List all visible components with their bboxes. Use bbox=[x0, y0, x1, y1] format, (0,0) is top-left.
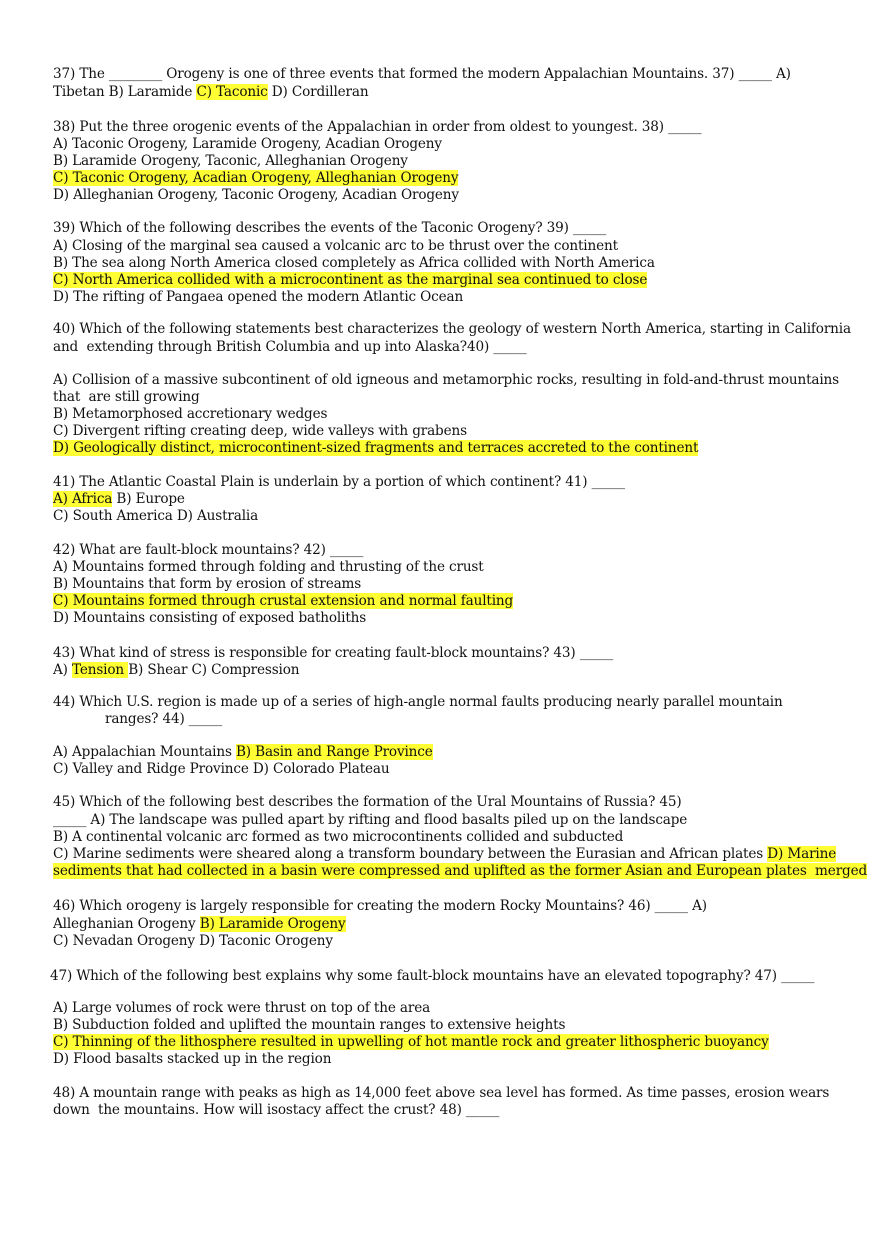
question-line bbox=[53, 170, 458, 187]
text-segment: B) Shear C) Compression bbox=[128, 662, 300, 678]
text-segment: A) Taconic Orogeny, Laramide Orogeny, Acadian Orogeny bbox=[53, 136, 442, 152]
text-segment: 37) The ________ Orogeny is one of three events that formed the modern Appalachian Mountains. 37) _____ A) bbox=[53, 66, 791, 82]
question-line bbox=[53, 491, 185, 508]
text-segment: Tibetan B) Laramide bbox=[53, 84, 197, 100]
question-line bbox=[53, 846, 836, 863]
highlighted-answer: B) Basin and Range Province bbox=[235, 744, 433, 760]
text-segment: A) bbox=[53, 662, 72, 678]
highlighted-answer: C) North America collided with a microcontinent as the marginal sea continued to close bbox=[53, 272, 648, 288]
question-line bbox=[53, 1051, 331, 1068]
text-segment: 43) What kind of stress is responsible for creating fault-block mountains? 43) _____ bbox=[53, 645, 613, 661]
question-line bbox=[53, 829, 623, 846]
text-segment: C) Valley and Ridge Province D) Colorado Plateau bbox=[53, 761, 390, 777]
text-segment: down the mountains. How will isostacy affect the crust? 48) _____ bbox=[53, 1102, 500, 1118]
highlighted-answer: B) Laramide Orogeny bbox=[199, 916, 346, 932]
question-line bbox=[53, 1000, 430, 1017]
question-line bbox=[53, 898, 707, 915]
text-segment: C) Nevadan Orogeny D) Taconic Orogeny bbox=[53, 933, 333, 949]
question-line bbox=[50, 968, 814, 985]
highlighted-answer: C) Taconic Orogeny, Acadian Orogeny, Alleghanian Orogeny bbox=[53, 170, 459, 186]
question-line bbox=[53, 744, 433, 761]
text-segment: 41) The Atlantic Coastal Plain is underlain by a portion of which continent? 41) _____ bbox=[53, 474, 625, 490]
text-segment: B) A continental volcanic arc formed as two microcontinents collided and subducted bbox=[53, 829, 624, 845]
question-line bbox=[53, 662, 299, 679]
question-line bbox=[53, 423, 467, 440]
text-segment: and extending through British Columbia and up into Alaska?40) _____ bbox=[53, 339, 527, 355]
text-segment: A) Collision of a massive subcontinent of old igneous and metamorphic rocks, resulting in fold-and-thrust mountains bbox=[53, 372, 839, 388]
text-segment: D) Alleghanian Orogeny, Taconic Orogeny, Acadian Orogeny bbox=[53, 187, 459, 203]
question-line bbox=[53, 1085, 829, 1102]
question-line bbox=[53, 645, 613, 662]
question-line bbox=[53, 66, 791, 83]
question-line bbox=[53, 440, 698, 457]
text-segment: 45) Which of the following best describes the formation of the Ural Mountains of Russia? 45) bbox=[53, 794, 682, 810]
text-segment: A) Appalachian Mountains bbox=[53, 744, 236, 760]
text-segment: A) Mountains formed through folding and thrusting of the crust bbox=[53, 559, 484, 575]
text-segment: 39) Which of the following describes the events of the Taconic Orogeny? 39) _____ bbox=[53, 220, 607, 236]
question-line bbox=[53, 863, 867, 880]
text-segment: B) Mountains that form by erosion of streams bbox=[53, 576, 362, 592]
text-segment: 40) Which of the following statements best characterizes the geology of western North America, starting in California bbox=[53, 321, 851, 337]
question-line bbox=[53, 238, 618, 255]
question-line bbox=[53, 255, 655, 272]
question-line bbox=[53, 372, 839, 389]
question-line bbox=[53, 542, 363, 559]
question-line bbox=[53, 136, 442, 153]
highlighted-answer: D) Marine bbox=[767, 846, 837, 862]
question-line bbox=[53, 220, 606, 237]
text-segment: D) Flood basalts stacked up in the region bbox=[53, 1051, 332, 1067]
question-line bbox=[53, 153, 408, 170]
question-line bbox=[53, 389, 200, 406]
text-segment: 38) Put the three orogenic events of the Appalachian in order from oldest to youngest. 38) _____ bbox=[53, 119, 702, 135]
highlighted-answer: C) Thinning of the lithosphere resulted in upwelling of hot mantle rock and greater lithospheric buoyancy bbox=[53, 1034, 769, 1050]
text-segment: 48) A mountain range with peaks as high as 14,000 feet above sea level has formed. As time passes, erosion wears bbox=[53, 1085, 830, 1101]
highlighted-answer: D) Geologically distinct, microcontinent-sized fragments and terraces accreted to the continent bbox=[53, 440, 699, 456]
text-segment: B) Laramide Orogeny, Taconic, Alleghanian Orogeny bbox=[53, 153, 408, 169]
text-segment: C) South America D) Australia bbox=[53, 508, 259, 524]
question-line bbox=[53, 933, 333, 950]
question-line bbox=[53, 1034, 769, 1051]
text-segment: D) Cordilleran bbox=[267, 84, 369, 100]
question-line bbox=[53, 593, 513, 610]
text-segment: C) Marine sediments were sheared along a transform boundary between the Eurasian and African plates bbox=[53, 846, 768, 862]
text-segment: A) Large volumes of rock were thrust on top of the area bbox=[53, 1000, 431, 1016]
question-line bbox=[53, 339, 527, 356]
text-segment: D) Mountains consisting of exposed batholiths bbox=[53, 610, 367, 626]
text-segment: D) The rifting of Pangaea opened the modern Atlantic Ocean bbox=[53, 289, 464, 305]
highlighted-answer: A) Africa bbox=[53, 491, 113, 507]
text-segment: B) Metamorphosed accretionary wedges bbox=[53, 406, 328, 422]
question-line bbox=[105, 711, 222, 728]
question-line bbox=[53, 916, 346, 933]
highlighted-answer: sediments that had collected in a basin were compressed and uplifted as the former Asian and European plates merged bbox=[53, 863, 868, 879]
text-segment: that are still growing bbox=[53, 389, 200, 405]
text-segment: B) The sea along North America closed completely as Africa collided with North America bbox=[53, 255, 655, 271]
question-line bbox=[53, 474, 625, 491]
question-line bbox=[53, 289, 463, 306]
text-segment: B) Europe bbox=[112, 491, 185, 507]
text-segment: 42) What are fault-block mountains? 42) _____ bbox=[53, 542, 364, 558]
question-line bbox=[53, 794, 682, 811]
text-segment: C) Divergent rifting creating deep, wide valleys with grabens bbox=[53, 423, 467, 439]
text-segment: 46) Which orogeny is largely responsible for creating the modern Rocky Mountains? 46) _____ A) bbox=[53, 898, 707, 914]
text-segment: _____ A) The landscape was pulled apart by rifting and flood basalts piled up on the landscape bbox=[53, 812, 688, 828]
question-line bbox=[53, 84, 368, 101]
question-line bbox=[53, 576, 361, 593]
highlighted-answer: C) Taconic bbox=[196, 84, 268, 100]
question-line bbox=[53, 694, 783, 711]
question-line bbox=[53, 119, 701, 136]
text-segment: Alleghanian Orogeny bbox=[53, 916, 200, 932]
text-segment: B) Subduction folded and uplifted the mountain ranges to extensive heights bbox=[53, 1017, 566, 1033]
question-line bbox=[53, 321, 851, 338]
highlighted-answer: Tension bbox=[72, 662, 129, 678]
question-line bbox=[53, 812, 687, 829]
text-segment: A) Closing of the marginal sea caused a volcanic arc to be thrust over the continent bbox=[53, 238, 618, 254]
question-line bbox=[53, 559, 484, 576]
question-line bbox=[53, 406, 327, 423]
question-line bbox=[53, 1102, 499, 1119]
highlighted-answer: C) Mountains formed through crustal extension and normal faulting bbox=[53, 593, 514, 609]
text-segment: ranges? 44) _____ bbox=[105, 711, 223, 727]
question-line bbox=[53, 187, 459, 204]
text-segment: 44) Which U.S. region is made up of a series of high-angle normal faults producing nearly parallel mountain bbox=[53, 694, 783, 710]
question-line bbox=[53, 761, 389, 778]
question-line bbox=[53, 610, 366, 627]
question-line bbox=[53, 1017, 565, 1034]
question-line bbox=[53, 508, 258, 525]
question-line bbox=[53, 272, 647, 289]
text-segment: 47) Which of the following best explains why some fault-block mountains have an elevated topography? 47) _____ bbox=[50, 968, 815, 984]
